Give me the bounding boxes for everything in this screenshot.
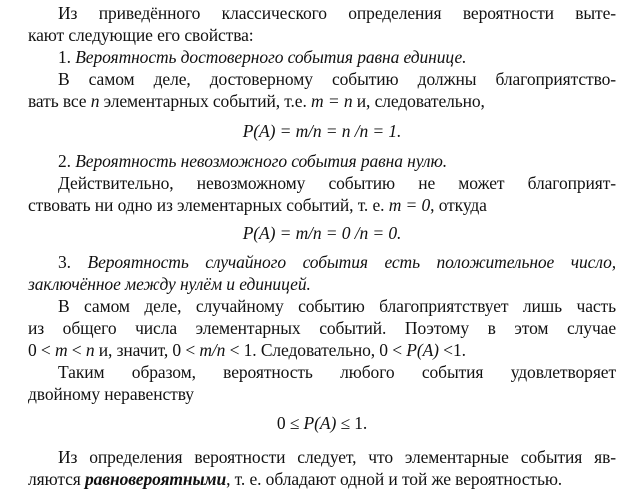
formula-2: [0, 222, 644, 244]
property-3-heading-cont: [28, 273, 616, 295]
text-line: [28, 24, 616, 46]
text-run: Из приведённого классического определения вероятности выте-: [58, 3, 616, 23]
text-run: В самом деле, случайному событию благоприятствует лишь часть: [58, 296, 616, 316]
property-3-heading: [28, 251, 616, 273]
text-line: [28, 194, 616, 216]
italic-run: n: [90, 91, 100, 111]
text-line: [28, 339, 616, 361]
text-line: [28, 468, 616, 490]
text-run: 1.: [58, 47, 76, 67]
italic-run: P(A): [303, 413, 337, 433]
text-run: 0 <: [28, 340, 55, 360]
text-line: [28, 446, 616, 468]
text-run: , откуда: [430, 195, 487, 215]
text-run: Таким образом, вероятность любого события удовлетворяет: [58, 362, 616, 382]
text-run: < 1. Следовательно, 0 <: [225, 340, 407, 360]
text-line: [28, 172, 616, 194]
text-run: вать все: [28, 91, 91, 111]
text-run: <1.: [438, 340, 466, 360]
text-run: В самом деле, достоверному событию должны благоприятство-: [58, 69, 616, 89]
text-run: и, следовательно,: [352, 91, 485, 111]
italic-run: m/n: [199, 340, 226, 360]
text-line: [28, 2, 616, 24]
emphasized-term: равновероятными: [84, 469, 227, 489]
text-run: ляются: [28, 469, 85, 489]
italic-run: Вероятность невозможного события равна нулю.: [75, 151, 447, 171]
formula-1: [0, 120, 644, 142]
text-run: Действительно, невозможному событию не может благоприят-: [58, 173, 616, 193]
text-line: [28, 90, 616, 112]
text-run: 0 ≤: [276, 413, 304, 433]
text-line: [28, 68, 616, 90]
italic-run: m: [54, 340, 68, 360]
text-line: [28, 383, 616, 405]
text-line: [28, 295, 616, 317]
italic-run: Вероятность достоверного события равна единице.: [75, 47, 467, 67]
text-run: 2.: [58, 151, 76, 171]
text-run: двойному неравенству: [28, 384, 194, 404]
text-run: ствовать ни одно из элементарных событий, т. е.: [28, 195, 389, 215]
text-run: и, значит, 0 <: [94, 340, 200, 360]
text-run: ≤ 1.: [336, 413, 368, 433]
text-run: из общего числа элементарных событий. Поэтому в этом случае: [28, 318, 616, 338]
italic-run: n: [85, 340, 95, 360]
italic-run: m = 0: [388, 195, 431, 215]
property-1-heading: [28, 46, 616, 68]
text-run: кают следующие его свойства:: [28, 25, 254, 45]
property-2-heading: [28, 150, 616, 172]
italic-run: P(A) = m/n = 0 /n = 0.: [242, 223, 402, 243]
text-run: <: [67, 340, 86, 360]
text-run: элементарных событий, т.е.: [99, 91, 312, 111]
text-run: , т. е. обладают одной и той же вероятностью.: [226, 469, 563, 489]
text-line: [28, 361, 616, 383]
text-line: [28, 317, 616, 339]
italic-run: Вероятность случайного события есть положительное число,: [87, 252, 616, 272]
italic-run: P(A) = m/n = n /n = 1.: [242, 121, 402, 141]
italic-run: m = n: [311, 91, 353, 111]
italic-run: заключённое между нулём и единицей.: [28, 274, 311, 294]
italic-run: P(A): [406, 340, 439, 360]
text-run: 3.: [58, 252, 88, 272]
text-run: Из определения вероятности следует, что элементарные события яв-: [58, 447, 616, 467]
formula-3: [0, 412, 644, 434]
